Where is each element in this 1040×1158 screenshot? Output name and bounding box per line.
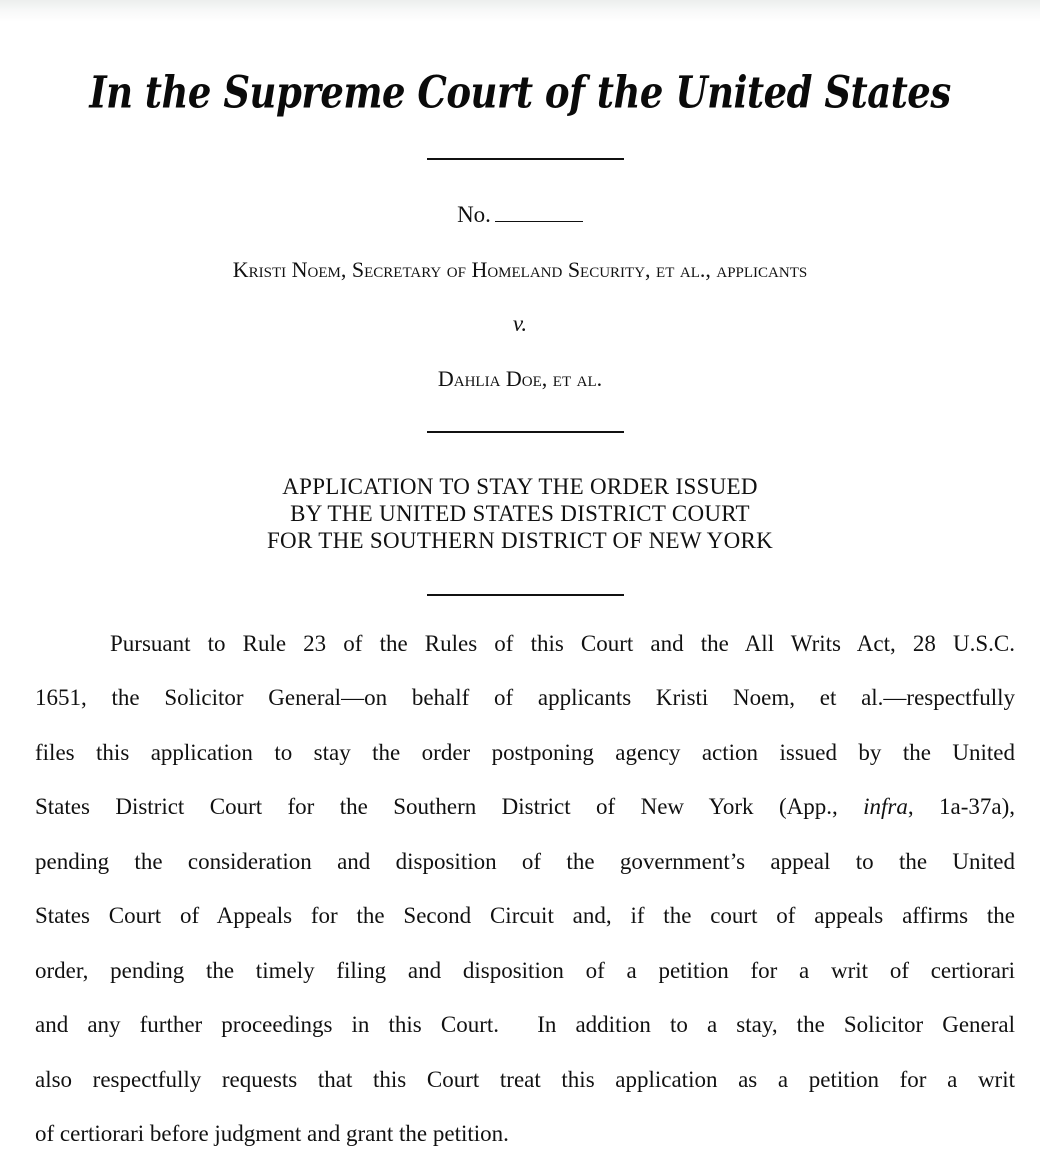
body-line: States Court of Appeals for the Second Circuit and, if the court of appeals affirms the — [35, 903, 1015, 928]
body-line: order, pending the timely filing and disposition of a petition for a writ of certiorari — [35, 958, 1015, 983]
caption-applicants: Kristi Noem, Secretary of Homeland Security, et al., applicants — [232, 257, 808, 282]
body-line: pending the consideration and disposition of the government’s appeal to the United — [35, 849, 1015, 874]
body-text: States District Court for the Southern District of New York (App., — [35, 794, 838, 819]
body-line: and any further proceedings in this Court. In addition to a stay, the Solicitor General — [35, 1012, 1015, 1037]
body-line: files this application to stay the order postponing agency action issued by the United — [35, 740, 1015, 765]
divider-rule-2 — [427, 431, 624, 433]
application-title-line: APPLICATION TO STAY THE ORDER ISSUED — [282, 474, 758, 499]
caption-respondents: Dahlia Doe, et al. — [437, 366, 603, 391]
docket-number — [0, 201, 1040, 228]
application-title — [0, 473, 1040, 554]
divider-rule-3 — [427, 594, 624, 596]
body-line: Pursuant to Rule 23 of the Rules of this Court and the All Writs Act, 28 U.S.C. — [110, 631, 1015, 656]
application-title-line: FOR THE SOUTHERN DISTRICT OF NEW YORK — [266, 528, 774, 553]
application-title-line: BY THE UNITED STATES DISTRICT COURT — [290, 501, 750, 526]
body-line: 1651, the Solicitor General—on behalf of applicants Kristi Noem, et al.—respectfully — [35, 685, 1015, 710]
caption-versus: v. — [512, 311, 528, 336]
citation-signal-infra: infra — [863, 794, 908, 819]
body-line: of certiorari before judgment and grant the petition. — [35, 1121, 509, 1146]
court-heading: In the Supreme Court of the United States — [89, 66, 951, 118]
body-text: , 1a-37a), — [907, 794, 1015, 819]
docket-number-blank — [495, 203, 583, 222]
body-line — [35, 793, 1015, 821]
docket-label: No. — [457, 202, 491, 227]
divider-rule-1 — [427, 158, 624, 160]
body-line: also respectfully requests that this Court treat this application as a petition for a writ — [35, 1067, 1015, 1092]
